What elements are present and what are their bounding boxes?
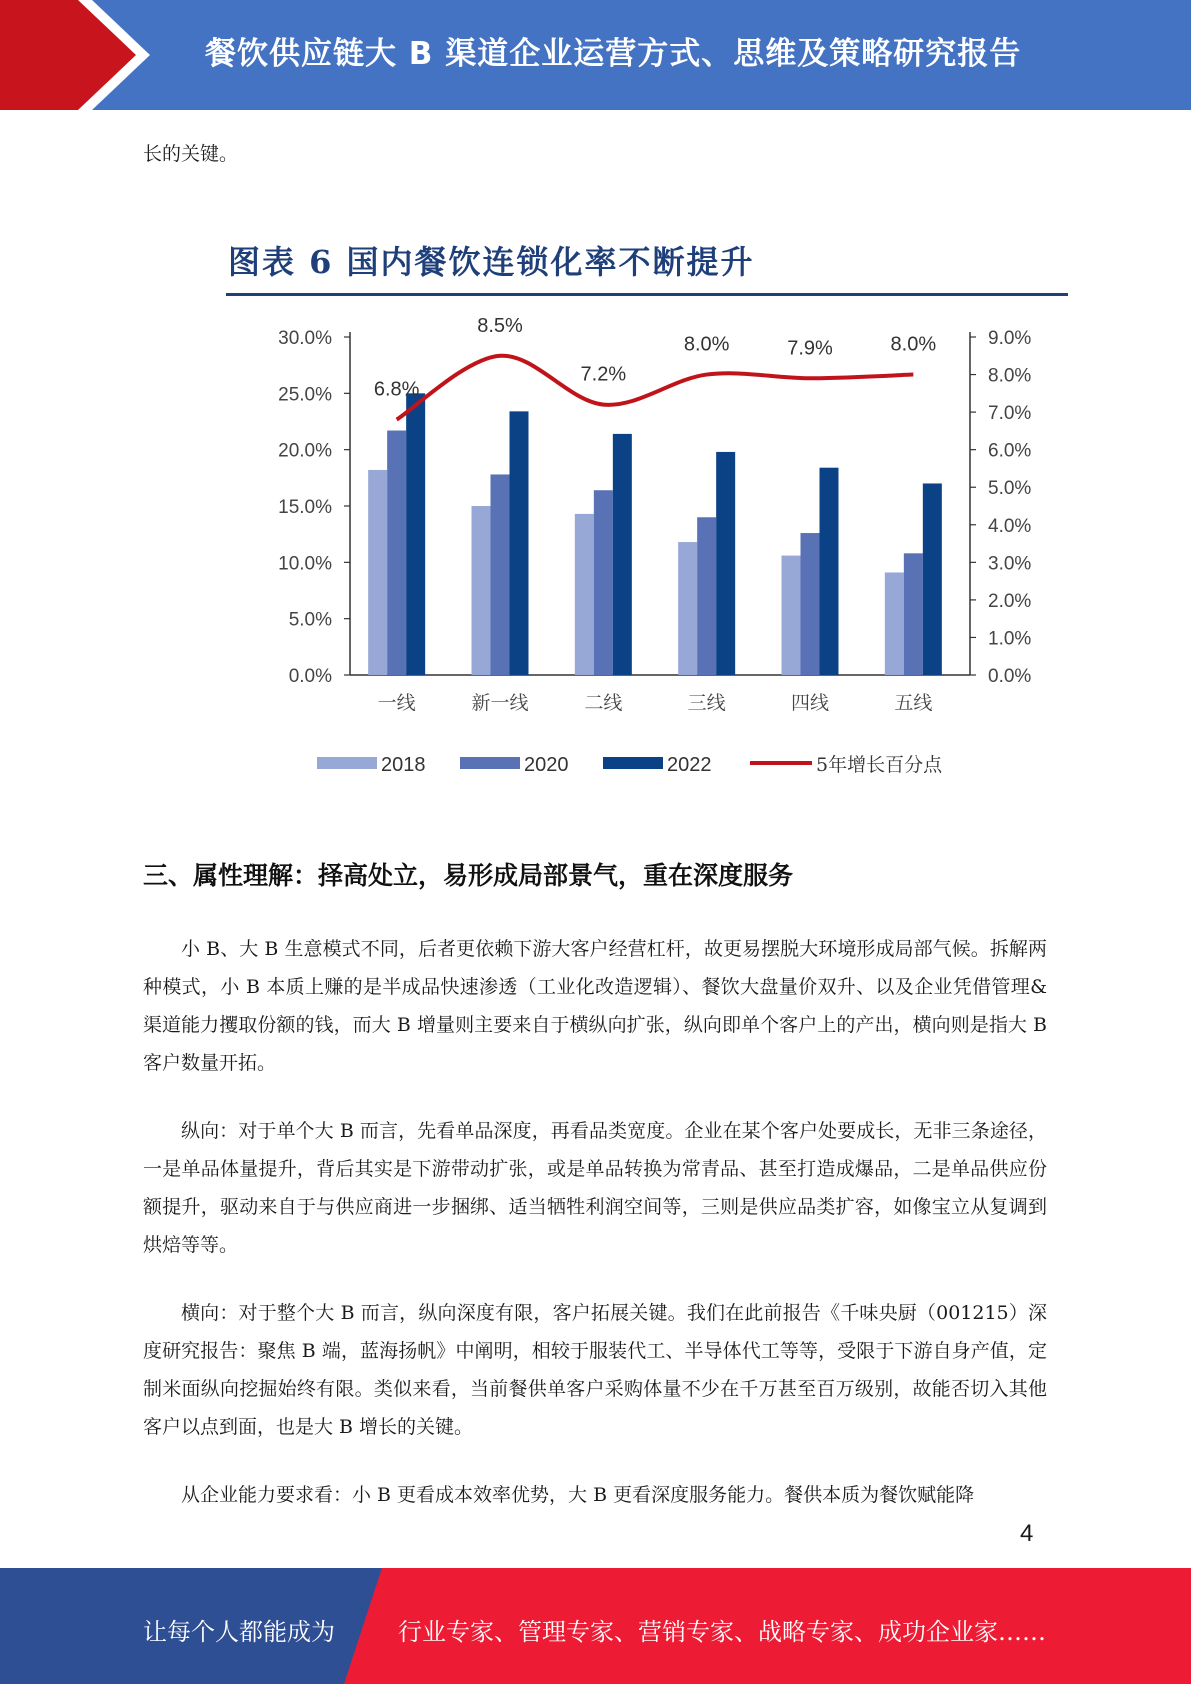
right-axis-tick-label: 4.0% bbox=[988, 515, 1032, 537]
right-axis-tick-label: 3.0% bbox=[988, 553, 1032, 575]
legend-label: 5年增长百分点 bbox=[816, 754, 943, 776]
bar-2018-2 bbox=[575, 514, 594, 675]
bar-2018-4 bbox=[782, 556, 801, 675]
legend-label: 2022 bbox=[667, 754, 712, 776]
page-number: 4 bbox=[1020, 1520, 1034, 1547]
header-banner bbox=[0, 0, 1191, 110]
right-axis-tick-label: 9.0% bbox=[988, 328, 1032, 349]
paragraph-text: 从企业能力要求看：小 B 更看成本效率优势，大 B 更看深度服务能力。餐供本质为餐饮赋能降 bbox=[181, 1484, 975, 1506]
footer-slogan-right: 行业专家、管理专家、营销专家、战略专家、成功企业家…… bbox=[398, 1618, 1046, 1646]
growth-data-label: 6.8% bbox=[373, 378, 420, 401]
paragraph-3 bbox=[143, 1294, 1047, 1446]
category-label: 新一线 bbox=[471, 692, 529, 714]
left-axis-tick-label: 20.0% bbox=[278, 440, 332, 462]
bar-2018-3 bbox=[678, 542, 697, 675]
right-axis-tick-label: 6.0% bbox=[988, 440, 1032, 462]
left-axis-tick-label: 0.0% bbox=[288, 666, 332, 687]
category-label: 五线 bbox=[894, 692, 933, 714]
right-axis-tick-label: 1.0% bbox=[988, 628, 1032, 650]
legend-swatch-2022 bbox=[603, 757, 663, 769]
category-label: 三线 bbox=[687, 692, 726, 714]
bar-2020-3 bbox=[697, 517, 716, 675]
left-axis-tick-label: 25.0% bbox=[278, 384, 332, 406]
legend-label: 2020 bbox=[524, 754, 569, 776]
footer-slogan-left: 让每个人都能成为 bbox=[143, 1618, 335, 1646]
category-label: 二线 bbox=[584, 692, 623, 714]
right-axis-tick-label: 8.0% bbox=[988, 365, 1032, 387]
growth-data-label: 8.0% bbox=[683, 333, 730, 356]
right-axis-tick-label: 7.0% bbox=[988, 403, 1032, 425]
bar-2022-3 bbox=[716, 452, 735, 675]
intro-line: 长的关键。 bbox=[143, 143, 239, 165]
growth-data-label: 8.0% bbox=[890, 333, 937, 356]
bar-2018-5 bbox=[885, 572, 904, 675]
paragraph-2 bbox=[143, 1112, 1047, 1264]
bar-2020-1 bbox=[491, 474, 510, 675]
paragraph-1 bbox=[143, 930, 1047, 1082]
paragraph-text: 横向：对于整个大 B 而言，纵向深度有限，客户拓展关键。我们在此前报告《千味央厨（001215）深度研究报告：聚焦 B 端，蓝海扬帆》中阐明，相较于服装代工、半导体代工等等，受限于下游自身产值，定制米面纵向挖掘始终有限。类似来看，当前餐供单客户采购体量不少在千万甚至百万级别，故能否切入其他客户以点到面，也是大 B 增长的关键。 bbox=[143, 1302, 1047, 1438]
figure-title: 图表 6 国内餐饮连锁化率不断提升 bbox=[228, 243, 755, 281]
right-axis-tick-label: 5.0% bbox=[988, 478, 1032, 500]
left-axis-tick-label: 15.0% bbox=[278, 497, 332, 518]
category-label: 四线 bbox=[790, 692, 830, 714]
right-axis-tick-label: 0.0% bbox=[988, 666, 1032, 687]
bar-2018-1 bbox=[472, 506, 491, 675]
right-axis-tick-label: 2.0% bbox=[988, 590, 1032, 612]
figure-6 bbox=[180, 225, 1080, 800]
bar-2022-4 bbox=[820, 468, 839, 675]
paragraph-text: 小 B、大 B 生意模式不同，后者更依赖下游大客户经营杠杆，故更易摆脱大环境形成局部气候。拆解两种模式，小 B 本质上赚的是半成品快速渗透（工业化改造逻辑）、餐饮大盘量价双升、以及企业凭借管理&渠道能力攫取份额的钱，而大 B 增量则主要来自于横纵向扩张，纵向即单个客户上的产出，横向则是指大 B 客户数量开拓。 bbox=[143, 938, 1047, 1074]
growth-line bbox=[397, 356, 914, 420]
bar-2020-5 bbox=[904, 553, 923, 675]
chain-rate-chart bbox=[180, 225, 1080, 800]
bar-2020-2 bbox=[594, 490, 613, 675]
legend-swatch-2020 bbox=[460, 757, 520, 769]
legend-swatch-2018 bbox=[317, 757, 377, 769]
left-axis-tick-label: 5.0% bbox=[288, 609, 332, 631]
growth-data-label: 7.9% bbox=[787, 337, 833, 360]
left-axis-tick-label: 10.0% bbox=[278, 553, 332, 575]
growth-data-label: 8.5% bbox=[477, 314, 523, 337]
bar-2018-0 bbox=[368, 470, 387, 675]
bar-2022-0 bbox=[406, 393, 425, 675]
section-heading: 三、属性理解：择高处立，易形成局部景气，重在深度服务 bbox=[143, 861, 794, 890]
bar-2020-4 bbox=[801, 533, 820, 675]
document-title: 餐饮供应链大 B 渠道企业运营方式、思维及策略研究报告 bbox=[205, 36, 1022, 72]
left-axis-tick-label: 30.0% bbox=[278, 328, 332, 349]
paragraph-text: 纵向：对于单个大 B 而言，先看单品深度，再看品类宽度。企业在某个客户处要成长，无非三条途径，一是单品体量提升，背后其实是下游带动扩张，或是单品转换为常青品、甚至打造成爆品，二是单品供应份额提升，驱动来自于与供应商进一步捆绑、适当牺牲利润空间等，三则是供应品类扩容，如像宝立从复调到烘焙等等。 bbox=[143, 1120, 1047, 1256]
bar-2022-5 bbox=[923, 483, 942, 675]
paragraph-4 bbox=[143, 1476, 1047, 1514]
growth-data-label: 7.2% bbox=[580, 363, 627, 386]
bar-2020-0 bbox=[387, 431, 406, 675]
category-label: 一线 bbox=[377, 692, 416, 714]
legend-label: 2018 bbox=[381, 754, 426, 776]
bar-2022-1 bbox=[510, 411, 529, 675]
bar-2022-2 bbox=[613, 434, 632, 675]
